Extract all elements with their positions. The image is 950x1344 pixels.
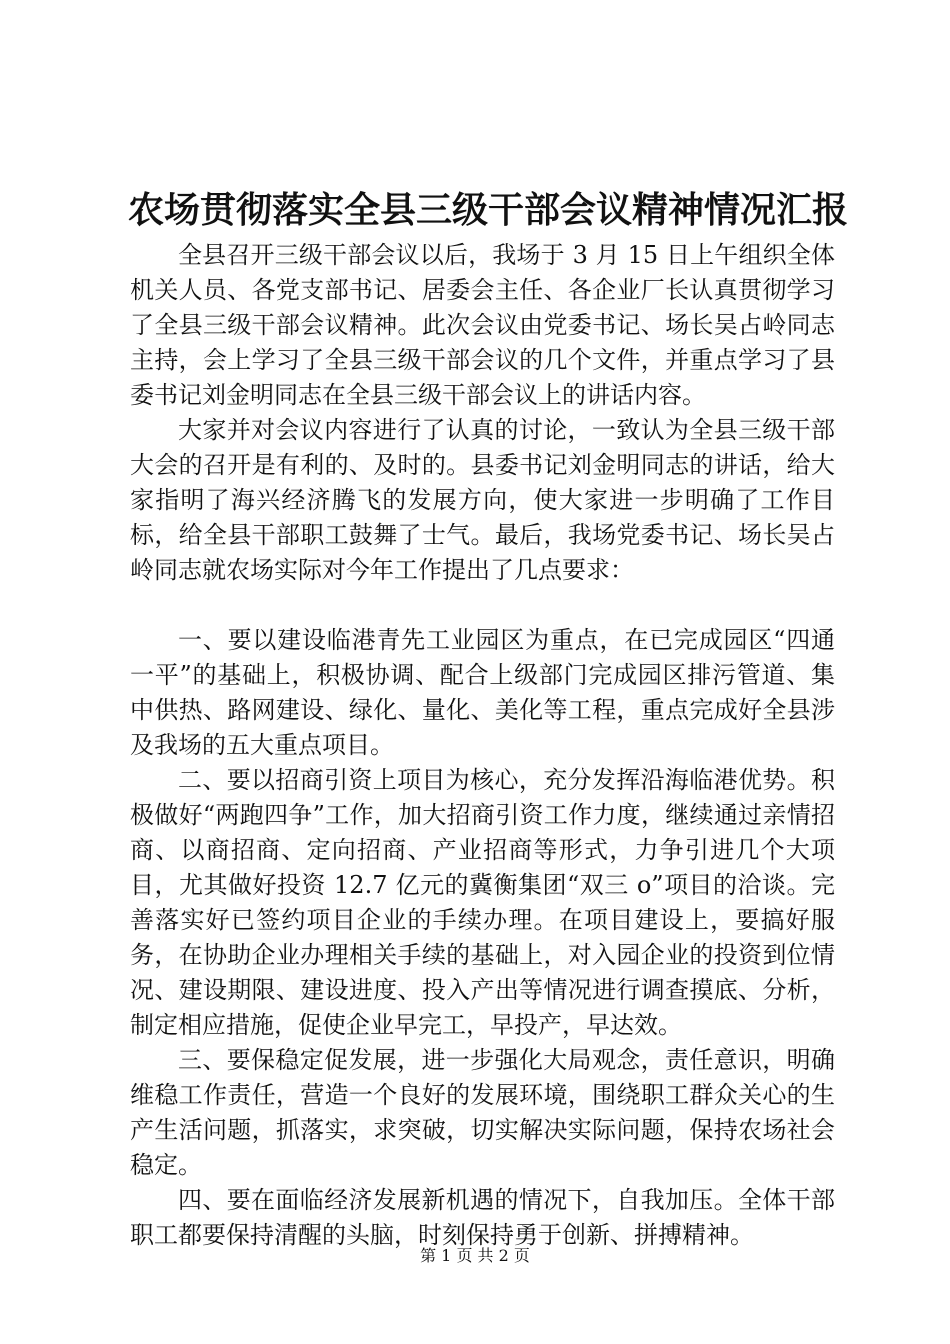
paragraph-6: 四、要在面临经济发展新机遇的情况下，自我加压。全体干部职工都要保持清醒的头脑，时刻保持勇于创新、拼搏精神。 xyxy=(130,1186,835,1249)
page-number-footer: 第 1 页 共 2 页 xyxy=(420,1246,530,1265)
paragraph-2: 大家并对会议内容进行了认真的讨论，一致认为全县三级干部大会的召开是有利的、及时的。县委书记刘金明同志的讲话，给大家指明了海兴经济腾飞的发展方向，使大家进一步明确了工作目标，给全县干部职工鼓舞了士气。最后，我场党委书记、场长吴占岭同志就农场实际对今年工作提出了几点要求： xyxy=(130,416,835,584)
paragraph-1: 全县召开三级干部会议以后，我场于 3 月 15 日上午组织全体机关人员、各党支部书记、居委会主任、各企业厂长认真贯彻学习了全县三级干部会议精神。此次会议由党委书记、场长吴占岭同志主持，会上学习了全县三级干部会议的几个文件，并重点学习了县委书记刘金明同志在全县三级干部会议上的讲话内容。 xyxy=(130,241,835,409)
document-title: 农场贯彻落实全县三级干部会议精神情况汇报 xyxy=(128,189,849,231)
document-body xyxy=(130,238,835,1253)
blank-line xyxy=(130,588,835,623)
paragraph-3: 一、要以建设临港青先工业园区为重点，在已完成园区“四通一平”的基础上，积极协调、配合上级部门完成园区排污管道、集中供热、路网建设、绿化、量化、美化等工程，重点完成好全县涉及我场的五大重点项目。 xyxy=(130,626,835,759)
paragraph-4: 二、要以招商引资上项目为核心，充分发挥沿海临港优势。积极做好“两跑四争”工作，加大招商引资工作力度，继续通过亲情招商、以商招商、定向招商、产业招商等形式，力争引进几个大项目，尤其做好投资 12.7 亿元的冀衡集团“双三 o”项目的洽谈。完善落实好已签约项目企业的手续办理。在项目建设上，要搞好服务，在协助企业办理相关手续的基础上，对入园企业的投资到位情况、建设期限、建设进度、投入产出等情况进行调查摸底、分析，制定相应措施，促使企业早完工，早投产，早达效。 xyxy=(130,766,835,1039)
paragraph-5: 三、要保稳定促发展，进一步强化大局观念，责任意识，明确维稳工作责任，营造一个良好的发展环境，围绕职工群众关心的生产生活问题，抓落实，求突破，切实解决实际问题，保持农场社会稳定。 xyxy=(130,1046,835,1179)
